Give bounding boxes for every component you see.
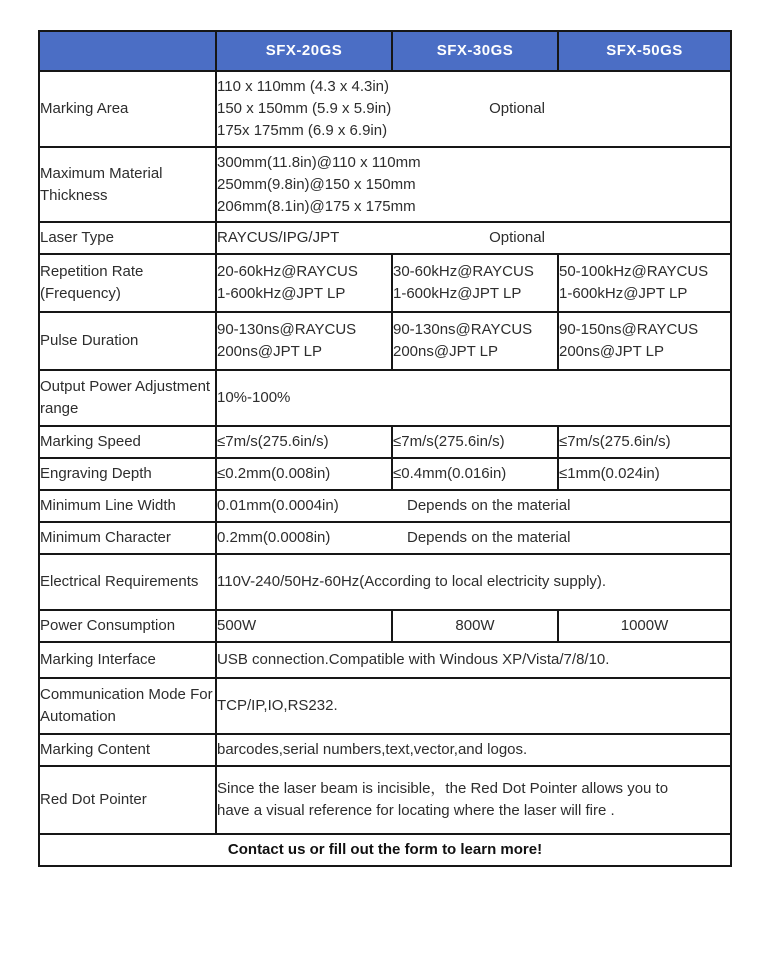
row-label-max-material-thickness: Maximum Material Thickness bbox=[39, 147, 216, 222]
row-output-power bbox=[39, 370, 731, 426]
cell-marking-content-value: barcodes,serial numbers,text,vector,and logos. bbox=[216, 734, 731, 766]
cell-repetition-rate-30gs: 30-60kHz@RAYCUS 1-600kHz@JPT LP bbox=[392, 254, 558, 312]
header-product-sfx-50gs: SFX-50GS bbox=[558, 31, 731, 71]
cell-communication-mode-value: TCP/IP,IO,RS232. bbox=[216, 678, 731, 734]
cell-marking-interface-value: USB connection.Compatible with Windous XP/Vista/7/8/10. bbox=[216, 642, 731, 678]
row-label-power-consumption: Power Consumption bbox=[39, 610, 216, 642]
cell-output-power-value: 10%-100% bbox=[216, 370, 731, 426]
cell-max-material-thickness-values: 300mm(11.8in)@110 x 110mm 250mm(9.8in)@150 x 150mm 206mm(8.1in)@175 x 175mm bbox=[216, 147, 731, 222]
row-label-marking-content: Marking Content bbox=[39, 734, 216, 766]
cell-power-consumption-30gs: 800W bbox=[392, 610, 558, 642]
cell-marking-speed-50gs: ≤7m/s(275.6in/s) bbox=[558, 426, 731, 458]
row-power-consumption bbox=[39, 610, 731, 642]
row-label-communication-mode: Communication Mode For Automation bbox=[39, 678, 216, 734]
marking-area-size-lines: 110 x 110mm (4.3 x 4.3in) 150 x 150mm (5.9 x 5.9in) 175x 175mm (6.9 x 6.9in) bbox=[217, 78, 392, 139]
row-communication-mode bbox=[39, 678, 731, 734]
row-footer bbox=[39, 834, 731, 866]
cell-red-dot-pointer-value: Since the laser beam is incisible，the Red Dot Pointer allows you to have a visual reference for locating where the laser will fire . bbox=[216, 766, 731, 834]
row-label-pulse-duration: Pulse Duration bbox=[39, 312, 216, 370]
row-label-output-power: Output Power Adjustment range bbox=[39, 370, 216, 426]
header-row bbox=[39, 31, 731, 71]
cell-min-character-value: 0.2mm(0.0008in) Depends on the material bbox=[216, 522, 731, 554]
footer-contact-text: Contact us or fill out the form to learn more! bbox=[39, 834, 731, 866]
cell-pulse-duration-20gs: 90-130ns@RAYCUS 200ns@JPT LP bbox=[216, 312, 392, 370]
row-min-line-width bbox=[39, 490, 731, 522]
row-label-marking-speed: Marking Speed bbox=[39, 426, 216, 458]
row-marking-content bbox=[39, 734, 731, 766]
row-label-min-line-width: Minimum Line Width bbox=[39, 490, 216, 522]
min-line-width-note: Depends on the material bbox=[407, 497, 571, 515]
spec-table bbox=[38, 30, 732, 867]
cell-pulse-duration-50gs: 90-150ns@RAYCUS 200ns@JPT LP bbox=[558, 312, 731, 370]
row-marking-area bbox=[39, 71, 731, 147]
cell-repetition-rate-50gs: 50-100kHz@RAYCUS 1-600kHz@JPT LP bbox=[558, 254, 731, 312]
row-marking-interface bbox=[39, 642, 731, 678]
row-repetition-rate bbox=[39, 254, 731, 312]
row-max-material-thickness bbox=[39, 147, 731, 222]
header-empty-cell bbox=[39, 31, 216, 71]
marking-area-optional-note: Optional bbox=[489, 100, 545, 118]
row-label-engraving-depth: Engraving Depth bbox=[39, 458, 216, 490]
row-label-marking-interface: Marking Interface bbox=[39, 642, 216, 678]
cell-power-consumption-50gs: 1000W bbox=[558, 610, 731, 642]
row-engraving-depth bbox=[39, 458, 731, 490]
cell-marking-area-values bbox=[216, 71, 731, 147]
header-product-sfx-20gs: SFX-20GS bbox=[216, 31, 392, 71]
row-marking-speed bbox=[39, 426, 731, 458]
row-pulse-duration bbox=[39, 312, 731, 370]
cell-laser-type-value: RAYCUS/IPG/JPT Optional bbox=[216, 222, 731, 254]
row-min-character bbox=[39, 522, 731, 554]
cell-pulse-duration-30gs: 90-130ns@RAYCUS 200ns@JPT LP bbox=[392, 312, 558, 370]
cell-engraving-depth-50gs: ≤1mm(0.024in) bbox=[558, 458, 731, 490]
cell-power-consumption-20gs: 500W bbox=[216, 610, 392, 642]
cell-repetition-rate-20gs: 20-60kHz@RAYCUS 1-600kHz@JPT LP bbox=[216, 254, 392, 312]
row-label-electrical-requirements: Electrical Requirements bbox=[39, 554, 216, 610]
cell-marking-speed-20gs: ≤7m/s(275.6in/s) bbox=[216, 426, 392, 458]
cell-engraving-depth-30gs: ≤0.4mm(0.016in) bbox=[392, 458, 558, 490]
row-laser-type bbox=[39, 222, 731, 254]
laser-type-optional-note: Optional bbox=[489, 229, 545, 247]
row-label-min-character: Minimum Character bbox=[39, 522, 216, 554]
row-label-laser-type: Laser Type bbox=[39, 222, 216, 254]
row-label-repetition-rate: Repetition Rate (Frequency) bbox=[39, 254, 216, 312]
cell-min-line-width-value: 0.01mm(0.0004in) Depends on the material bbox=[216, 490, 731, 522]
row-label-red-dot-pointer: Red Dot Pointer bbox=[39, 766, 216, 834]
cell-electrical-requirements-value: 110V-240/50Hz-60Hz(According to local electricity supply). bbox=[216, 554, 731, 610]
cell-marking-speed-30gs: ≤7m/s(275.6in/s) bbox=[392, 426, 558, 458]
min-character-note: Depends on the material bbox=[407, 529, 571, 547]
header-product-sfx-30gs: SFX-30GS bbox=[392, 31, 558, 71]
row-red-dot-pointer bbox=[39, 766, 731, 834]
cell-engraving-depth-20gs: ≤0.2mm(0.008in) bbox=[216, 458, 392, 490]
row-electrical-requirements bbox=[39, 554, 731, 610]
row-label-marking-area: Marking Area bbox=[39, 71, 216, 147]
